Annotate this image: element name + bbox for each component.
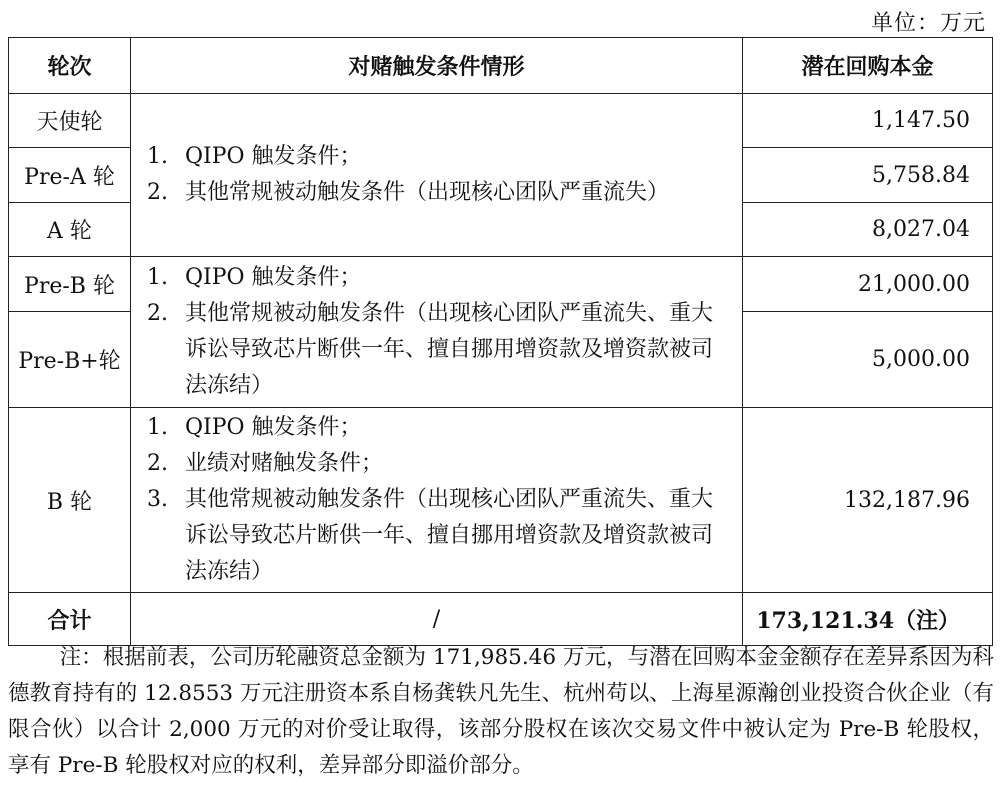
condition-item: 1. QIPO 触发条件；	[147, 144, 362, 169]
table-row	[9, 257, 993, 312]
condition-item: 2. 业绩对赌触发条件；	[147, 451, 384, 476]
table-header-row	[9, 38, 993, 94]
header-round: 轮次	[9, 38, 131, 94]
amount-cell: 21,000.00	[743, 257, 993, 312]
table-row	[9, 94, 993, 148]
header-amount: 潜在回购本金	[743, 38, 993, 94]
condition-cell	[131, 257, 743, 408]
condition-cell	[131, 94, 743, 257]
condition-item: 3. 其他常规被动触发条件（出现核心团队严重流失、重大诉讼导致芯片断供一年、擅自挪用增资款及增资款被司法冻结）	[147, 487, 714, 584]
round-cell: Pre-B+轮	[9, 312, 131, 408]
amount-cell: 132,187.96	[743, 408, 993, 593]
total-amount: 173,121.34（注）	[743, 593, 993, 646]
condition-item: 2. 其他常规被动触发条件（出现核心团队严重流失、重大诉讼导致芯片断供一年、擅自挪用增资款及增资款被司法冻结）	[147, 301, 714, 398]
buyback-table	[8, 37, 993, 646]
header-condition: 对赌触发条件情形	[131, 38, 743, 94]
condition-list	[147, 410, 732, 590]
condition-cell	[131, 408, 743, 593]
amount-cell: 5,758.84	[743, 148, 993, 203]
condition-item: 2. 其他常规被动触发条件（出现核心团队严重流失）	[147, 180, 670, 205]
total-row	[9, 593, 993, 646]
round-cell: B 轮	[9, 408, 131, 593]
condition-item: 1. QIPO 触发条件；	[147, 415, 362, 440]
amount-cell: 8,027.04	[743, 203, 993, 257]
round-cell: 天使轮	[9, 94, 131, 148]
total-label: 合计	[9, 593, 131, 646]
amount-cell: 1,147.50	[743, 94, 993, 148]
footnote-text: 注：根据前表，公司历轮融资总金额为 171,985.46 万元，与潜在回购本金金额存在差异系因为科德教育持有的 12.8553 万元注册资本系自杨龚轶凡先生、杭州苟以、上海星源瀚创业投资合伙企业（有限合伙）以合计 2,000 万元的对价受让取得，该部分股权在该次交易文件中被认定为 Pre-B 轮股权，享有 Pre-B 轮股权对应的权利，差异部分即溢价部分。	[8, 645, 994, 778]
condition-list	[147, 139, 732, 211]
round-cell: Pre-A 轮	[9, 148, 131, 203]
unit-label: 单位：万元	[870, 11, 986, 36]
table-row	[9, 408, 993, 593]
round-cell: Pre-B 轮	[9, 257, 131, 312]
condition-list	[147, 260, 732, 404]
round-cell: A 轮	[9, 203, 131, 257]
condition-item: 1. QIPO 触发条件；	[147, 265, 362, 290]
amount-cell: 5,000.00	[743, 312, 993, 408]
total-condition: /	[131, 593, 743, 646]
footnote	[8, 640, 994, 784]
